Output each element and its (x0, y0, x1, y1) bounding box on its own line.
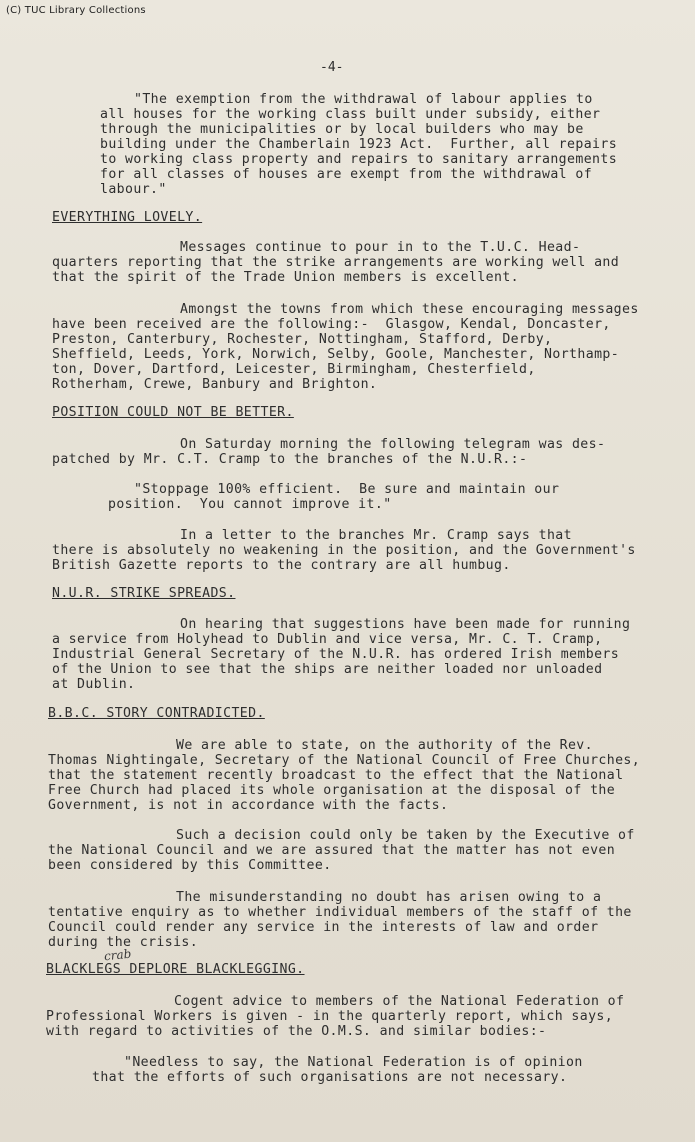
paragraph-line: We are able to state, on the authority of the Rev. (176, 738, 593, 753)
paragraph-line: that the spirit of the Trade Union members is excellent. (52, 270, 520, 285)
paragraph-line: Preston, Canterbury, Rochester, Nottingham, Stafford, Derby, (52, 332, 553, 347)
paragraph-line: tentative enquiry as to whether individual members of the staff of the (48, 905, 632, 920)
section-heading-everything-lovely: EVERYTHING LOVELY. (52, 210, 203, 225)
paragraph-line: Amongst the towns from which these encouraging messages (180, 302, 639, 317)
paragraph-line: On hearing that suggestions have been made for running (180, 617, 631, 632)
paragraph-line: Professional Workers is given - in the quarterly report, which says, (46, 1009, 614, 1024)
quote-line: labour." (100, 182, 167, 197)
section-heading-bbc: B.B.C. STORY CONTRADICTED. (48, 706, 265, 721)
quote-line: "The exemption from the withdrawal of labour applies to (134, 92, 593, 107)
paragraph-line: Messages continue to pour in to the T.U.C. Head- (180, 240, 581, 255)
paragraph-line: a service from Holyhead to Dublin and vice versa, Mr. C. T. Cramp, (52, 632, 603, 647)
paragraph-line: of the Union to see that the ships are neither loaded nor unloaded (52, 662, 603, 677)
paragraph-line: Rotherham, Crewe, Banbury and Brighton. (52, 377, 378, 392)
paragraph-line: Cogent advice to members of the National Federation of (174, 994, 625, 1009)
quote-line: for all classes of houses are exempt from the withdrawal of (100, 167, 593, 182)
paragraph-line: been considered by this Committee. (48, 858, 332, 873)
paragraph-line: Government, is not in accordance with the facts. (48, 798, 449, 813)
paragraph-line: On Saturday morning the following telegram was des- (180, 437, 606, 452)
paragraph-line: British Gazette reports to the contrary are all humbug. (52, 558, 511, 573)
paragraph-line: Such a decision could only be taken by the Executive of (176, 828, 635, 843)
quote-line: through the municipalities or by local builders who may be (100, 122, 584, 137)
paragraph-line: during the crisis. (48, 935, 199, 950)
paragraph-line: that the statement recently broadcast to the effect that the National (48, 768, 624, 783)
paragraph-line: In a letter to the branches Mr. Cramp says that (180, 528, 572, 543)
page-number: -4- (320, 60, 344, 75)
federation-quote-line: that the efforts of such organisations are not necessary. (92, 1070, 568, 1085)
paragraph-line: Sheffield, Leeds, York, Norwich, Selby, Goole, Manchester, Northamp- (52, 347, 620, 362)
paragraph-line: there is absolutely no weakening in the position, and the Government's (52, 543, 636, 558)
collection-label: (C) TUC Library Collections (6, 5, 146, 16)
telegram-quote-line: "Stoppage 100% efficient. Be sure and maintain our (134, 482, 560, 497)
paragraph-line: the National Council and we are assured that the matter has not even (48, 843, 616, 858)
paragraph-line: Council could render any service in the interests of law and order (48, 920, 599, 935)
paragraph-line: The misunderstanding no doubt has arisen owing to a (176, 890, 602, 905)
section-heading-nur: N.U.R. STRIKE SPREADS. (52, 586, 236, 601)
telegram-quote-line: position. You cannot improve it." (108, 497, 392, 512)
paragraph-line: quarters reporting that the strike arrangements are working well and (52, 255, 620, 270)
paragraph-line: Free Church had placed its whole organisation at the disposal of the (48, 783, 616, 798)
paragraph-line: have been received are the following:- Glasgow, Kendal, Doncaster, (52, 317, 611, 332)
section-heading-position: POSITION COULD NOT BE BETTER. (52, 405, 294, 420)
paragraph-line: with regard to activities of the O.M.S. and similar bodies:- (46, 1024, 547, 1039)
paragraph-line: Industrial General Secretary of the N.U.R. has ordered Irish members (52, 647, 620, 662)
handwritten-annotation: crab (103, 946, 132, 964)
paragraph-line: Thomas Nightingale, Secretary of the National Council of Free Churches, (48, 753, 641, 768)
quote-line: building under the Chamberlain 1923 Act. Further, all repairs (100, 137, 618, 152)
paragraph-line: at Dublin. (52, 677, 136, 692)
paragraph-line: ton, Dover, Dartford, Leicester, Birmingham, Chesterfield, (52, 362, 536, 377)
quote-line: to working class property and repairs to sanitary arrangements (100, 152, 618, 167)
section-heading-blacklegs: BLACKLEGS DEPLORE BLACKLEGGING. (46, 962, 305, 977)
paragraph-line: patched by Mr. C.T. Cramp to the branches of the N.U.R.:- (52, 452, 528, 467)
federation-quote-line: "Needless to say, the National Federation is of opinion (124, 1055, 583, 1070)
quote-line: all houses for the working class built under subsidy, either (100, 107, 601, 122)
